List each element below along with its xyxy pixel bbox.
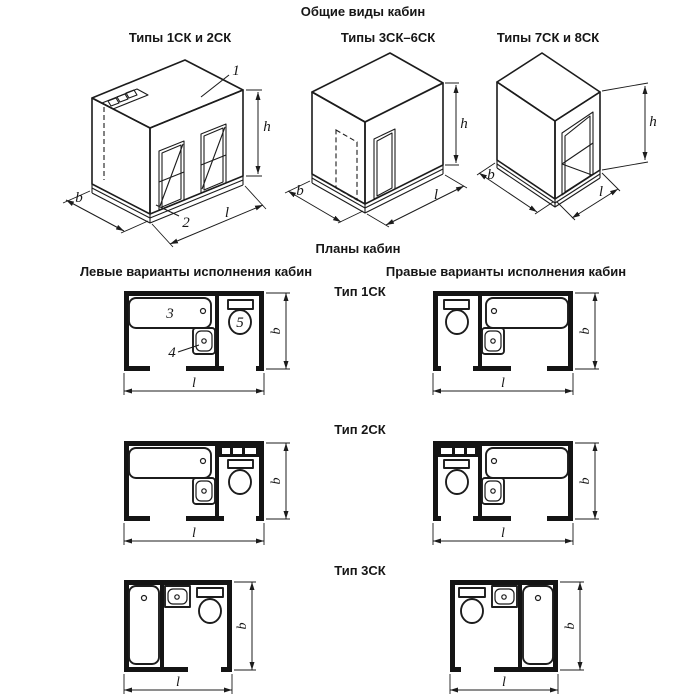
dim-label-b: b: [578, 477, 593, 485]
dim-label-l: l: [598, 184, 604, 200]
row-title-2sk: Тип 2СК: [334, 422, 386, 437]
toilet-tank: [444, 300, 469, 309]
dim-label-b: b: [269, 327, 284, 335]
dim-label-l: l: [224, 205, 230, 221]
toilet-tank: [444, 460, 469, 468]
plan-2sk-left: [124, 441, 290, 545]
column-header-right: Правые варианты исполнения кабин: [385, 264, 627, 279]
cabin-roof-face: [497, 53, 600, 121]
toilet-bowl: [446, 470, 468, 494]
cabin-roof-face: [312, 53, 443, 122]
extension-lines: [152, 186, 266, 247]
extension-lines: [602, 83, 648, 170]
dim-label-l: l: [433, 187, 439, 203]
toilet-bowl: [199, 599, 221, 623]
extension-lines: [557, 173, 620, 220]
dim-label-b: b: [578, 327, 593, 335]
toilet-tank: [228, 460, 253, 468]
dim-label-l: l: [192, 376, 196, 391]
bathtub: [129, 448, 211, 478]
dim-label-l: l: [501, 376, 505, 391]
door-opening-left: [159, 141, 184, 210]
part-label-toilet: 5: [236, 315, 244, 331]
door-opening-front: [374, 129, 395, 199]
bathtub: [129, 586, 159, 664]
dim-label-h: h: [649, 114, 657, 130]
dim-label-b: b: [235, 622, 250, 630]
vent-openings: [222, 448, 256, 454]
dim-label-b: b: [296, 183, 304, 199]
extension-lines: [246, 90, 262, 176]
iso-view-types-1-2sk: [63, 60, 271, 247]
dim-label-b: b: [269, 477, 284, 485]
row-title-1sk: Тип 1СК: [334, 284, 386, 299]
iso-caption-types-1-2sk: Типы 1СК и 2СК: [128, 30, 232, 45]
door-opening-front: [562, 112, 593, 195]
plan-1sk-right: [433, 291, 599, 395]
dim-label-h: h: [263, 119, 271, 135]
plan-3sk-left: [124, 580, 256, 694]
toilet-bowl: [461, 599, 483, 623]
dim-label-b: b: [563, 622, 578, 630]
plan-2sk-right: [433, 441, 599, 545]
toilet-bowl: [446, 310, 468, 334]
vent-openings: [441, 448, 475, 454]
bathtub: [486, 448, 568, 478]
row-title-3sk: Тип 3СК: [334, 563, 386, 578]
part-label-bath: 3: [166, 306, 174, 322]
toilet-bowl: [229, 470, 251, 494]
part-label-base: 2: [182, 215, 190, 231]
dimension-line-l: [572, 189, 618, 218]
iso-caption-types-3-6sk: Типы 3СК–6СК: [340, 30, 436, 45]
bathtub: [486, 298, 568, 328]
toilet-tank: [197, 588, 223, 597]
cabin-roof-face: [92, 60, 243, 128]
plan-3sk-right: [450, 580, 584, 694]
plan-1sk-left: [124, 291, 290, 395]
column-header-left: Левые варианты исполнения кабин: [79, 264, 313, 279]
cabin-side-face: [497, 82, 555, 199]
plans-title: Планы кабин: [315, 241, 401, 256]
extension-lines: [367, 175, 467, 227]
door-opening-right: [201, 124, 226, 193]
dim-label-l: l: [176, 675, 180, 690]
bathtub: [523, 586, 553, 664]
toilet-tank: [228, 300, 253, 309]
iso-view-types-3-6sk: [285, 53, 468, 227]
dim-label-l: l: [501, 526, 505, 541]
iso-view-types-7-8sk: [477, 53, 657, 220]
toilet-tank: [459, 588, 485, 597]
dim-label-l: l: [192, 526, 196, 541]
page-title: Общие виды кабин: [300, 4, 426, 19]
roof-vent-openings: [108, 90, 137, 106]
dim-label-b: b: [487, 167, 495, 183]
dim-label-h: h: [460, 116, 468, 132]
extension-lines: [445, 83, 459, 165]
leader-line-cabin: [201, 75, 229, 97]
iso-caption-types-7-8sk: Типы 7СК и 8СК: [496, 30, 600, 45]
part-label-washbasin: 4: [168, 345, 176, 361]
part-label-cabin: 1: [232, 63, 240, 79]
dim-label-l: l: [502, 675, 506, 690]
cabin-side-face: [92, 98, 150, 214]
dim-label-b: b: [75, 190, 83, 206]
